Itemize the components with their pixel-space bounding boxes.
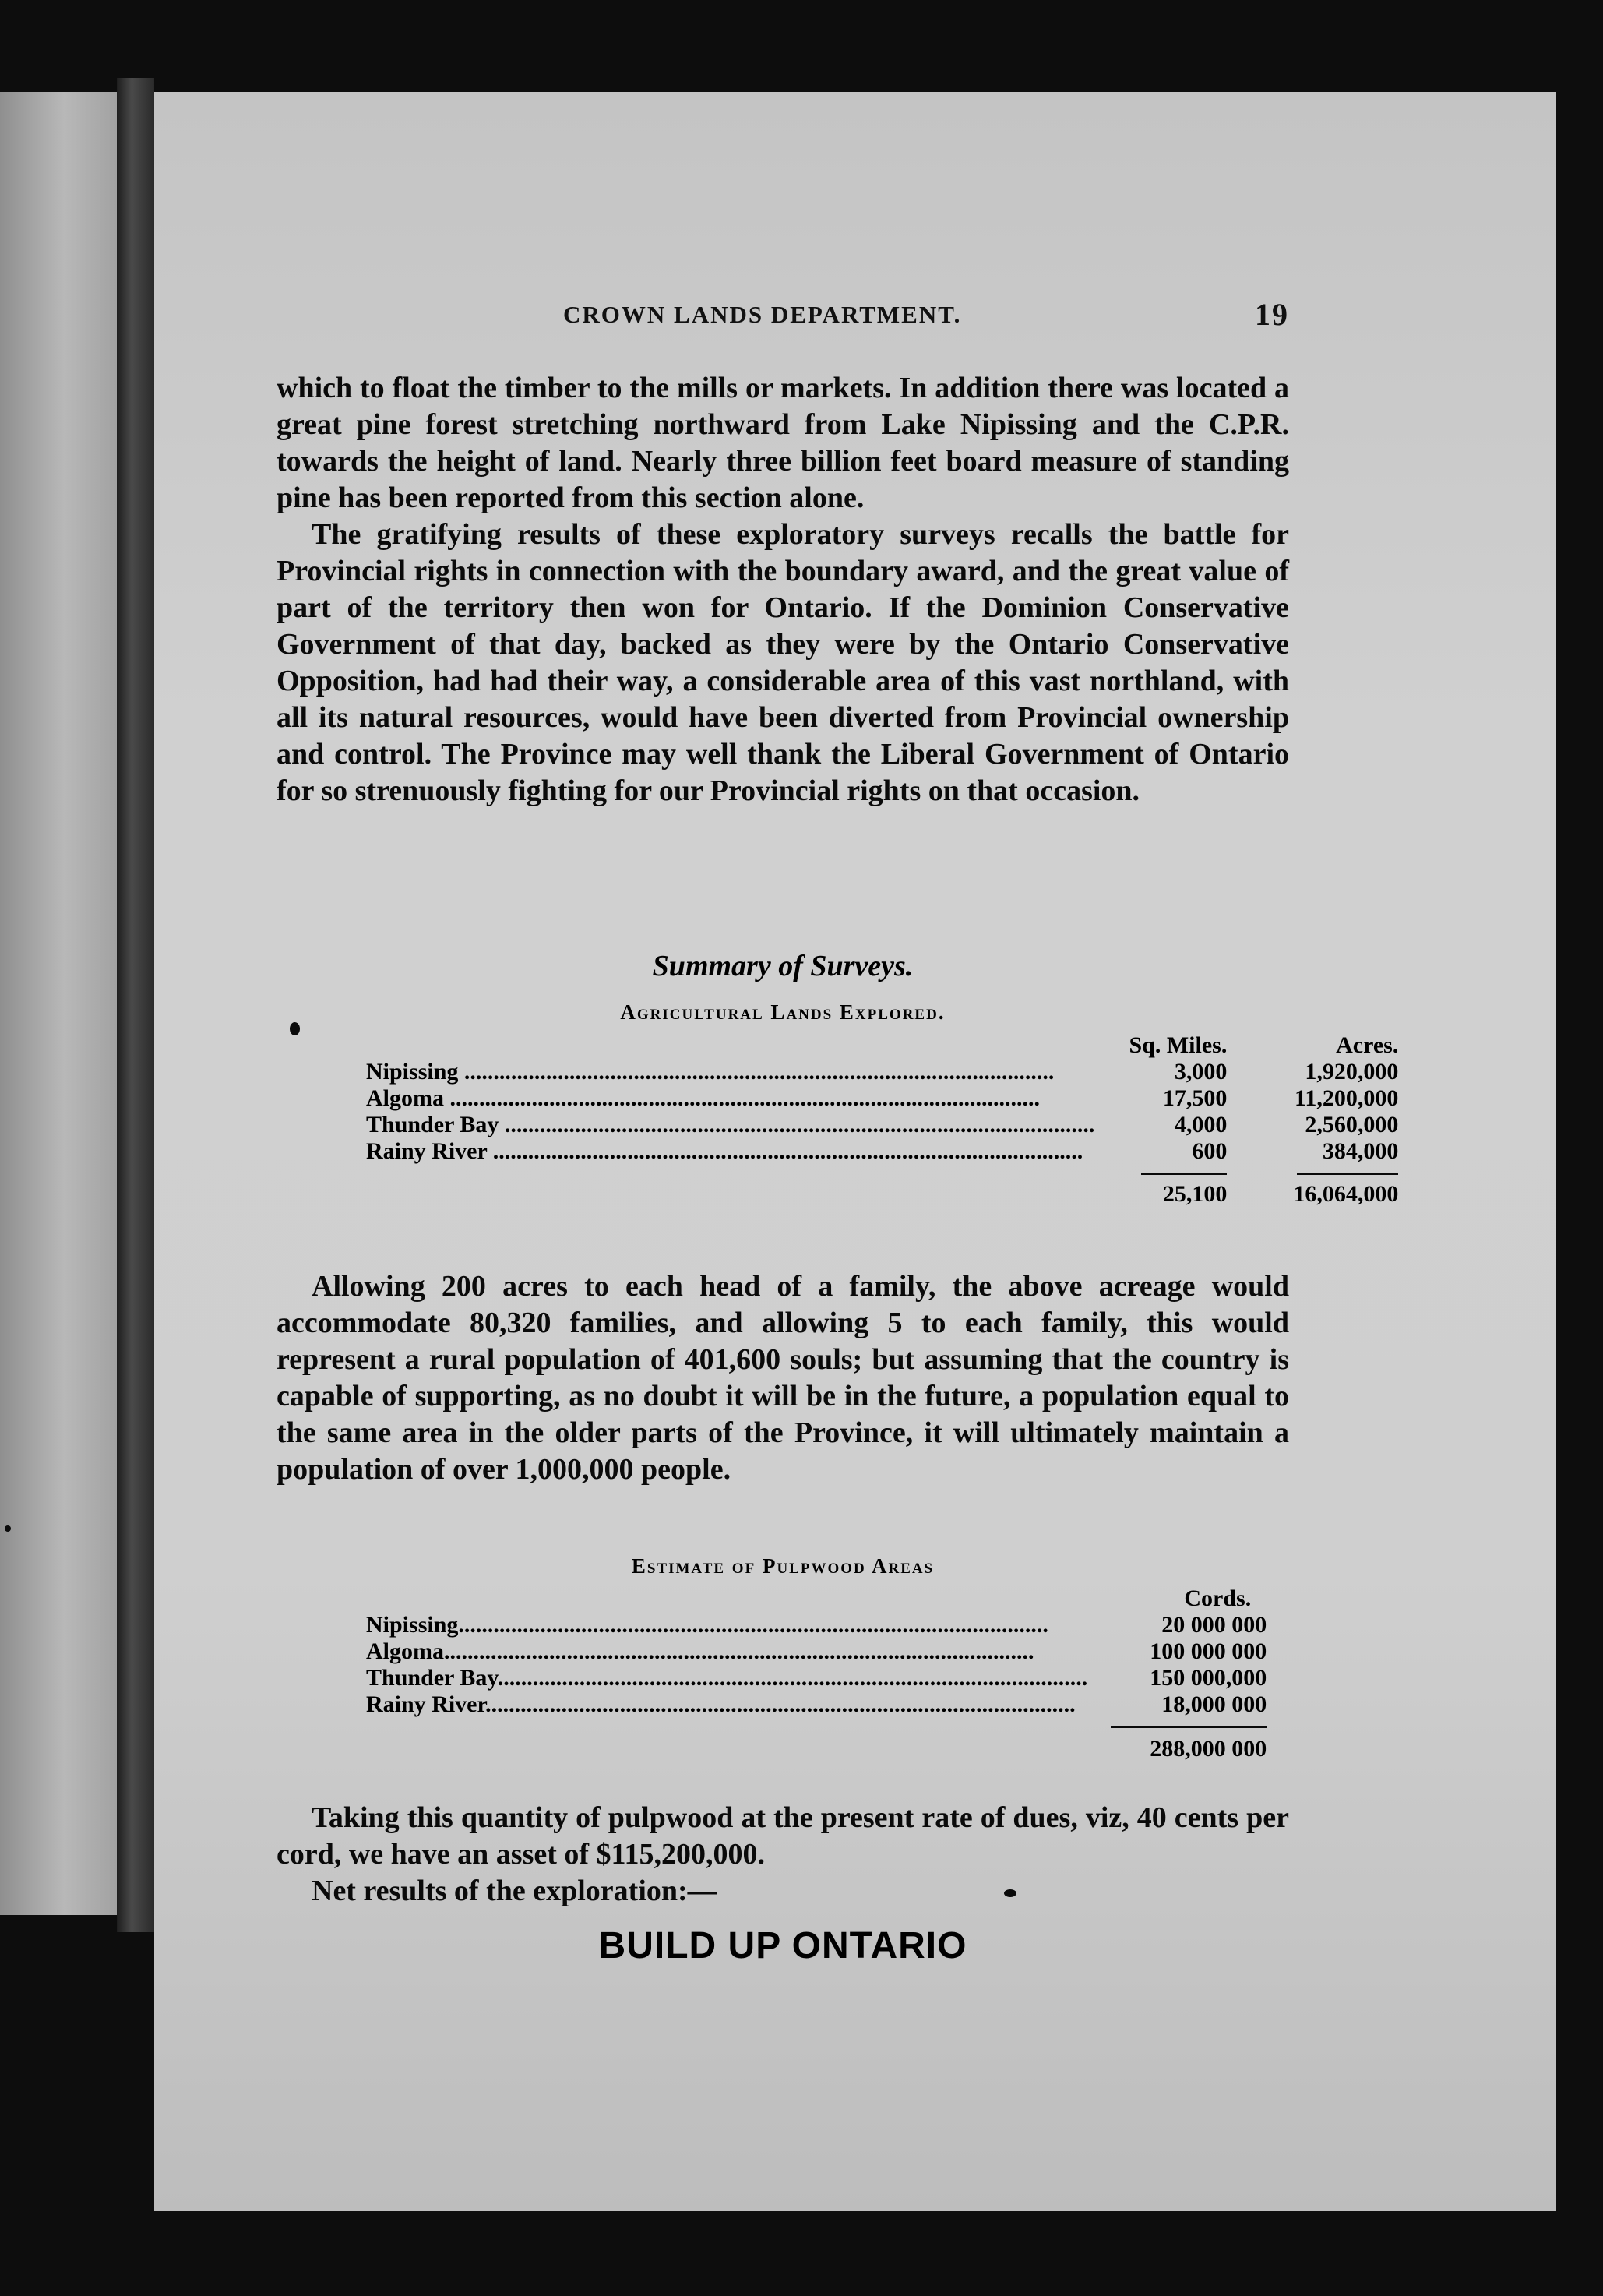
row-acres: 1,920,000 — [1305, 1059, 1399, 1085]
table-rule-row — [366, 1165, 1398, 1175]
row-sq-miles: 3,000 — [1174, 1059, 1228, 1085]
table-row — [366, 1691, 1267, 1718]
ink-mark — [5, 1525, 11, 1532]
page-number: 19 — [1255, 297, 1289, 332]
table-header-row — [366, 1585, 1267, 1612]
body-text-bottom — [277, 1800, 1289, 1910]
row-acres: 384,000 — [1322, 1138, 1399, 1164]
summary-heading: Summary of Surveys. — [652, 950, 914, 982]
pulpwood-table — [366, 1585, 1267, 1762]
running-header — [277, 297, 1289, 340]
total-sq-miles: 25,100 — [1162, 1181, 1228, 1207]
body-text-top — [277, 370, 1289, 809]
total-acres: 16,064,000 — [1293, 1181, 1399, 1207]
row-sq-miles: 600 — [1192, 1138, 1228, 1164]
row-label: Rainy River..................................................................................................... — [366, 1691, 1076, 1717]
agricultural-lands-table — [366, 1032, 1398, 1208]
row-label: Nipissing ..................................................................................................... — [366, 1059, 1055, 1085]
table-row — [366, 1112, 1398, 1138]
paragraph-allowing: Allowing 200 acres to each head of a family, the above acreage would accommodate 80,320 families, and allowing 5 to each family, this would represent a rural population of 401,600 souls; but assuming that the country is capable of supporting, as no doubt it will be in the future, a population equal to the same area in the older parts of the Province, it will ultimately maintain a population of over 1,000,000 people. — [277, 1270, 1289, 1486]
col-header-sq-miles: Sq. Miles. — [1129, 1032, 1228, 1058]
row-label: Rainy River ..................................................................................................... — [366, 1138, 1083, 1164]
row-cords: 100 000 000 — [1150, 1638, 1267, 1664]
paragraph-provincial-rights: The gratifying results of these exploratory surveys recalls the battle for Provincial rights in connection with the boundary award, and the great value of part of the territory then won for Ontario. If the Dominion Conservative Government of that day, backed as they were by the Ontario Conservative Opposition, had had their way, a considerable area of this vast northland, with all its natural resources, would have been diverted from Provincial ownership and control. The Province may well thank the Liberal Government of Ontario for so strenuously fighting for our Provincial rights on that occasion. — [277, 518, 1289, 807]
row-sq-miles: 17,500 — [1162, 1085, 1228, 1111]
table-row — [366, 1612, 1267, 1638]
row-cords: 18,000 000 — [1161, 1691, 1267, 1717]
table-row — [366, 1138, 1398, 1165]
col-header-cords: Cords. — [1184, 1585, 1252, 1611]
build-up-ontario-slogan: BUILD UP ONTARIO — [598, 1925, 967, 1966]
row-acres: 11,200,000 — [1295, 1085, 1399, 1111]
paragraph-taking: Taking this quantity of pulpwood at the present rate of dues, viz, 40 cents per cord, we have an asset of $115,200,000. — [277, 1801, 1289, 1871]
row-sq-miles: 4,000 — [1174, 1112, 1228, 1137]
row-label: Thunder Bay..................................................................................................... — [366, 1665, 1088, 1691]
table-total-row — [366, 1728, 1267, 1762]
total-cords: 288,000 000 — [1150, 1736, 1267, 1762]
agricultural-table-heading: Agricultural Lands Explored. — [620, 1000, 946, 1024]
row-cords: 150 000,000 — [1150, 1665, 1267, 1691]
pulpwood-table-heading: Estimate of Pulpwood Areas — [631, 1554, 935, 1578]
facing-page-edge — [0, 92, 117, 1915]
table-header-row — [366, 1032, 1398, 1059]
row-acres: 2,560,000 — [1305, 1112, 1399, 1137]
row-label: Thunder Bay ..................................................................................................... — [366, 1112, 1095, 1137]
table-row — [366, 1665, 1267, 1691]
table-row — [366, 1085, 1398, 1112]
col-header-acres: Acres. — [1336, 1032, 1399, 1058]
row-cords: 20 000 000 — [1161, 1612, 1267, 1638]
row-label: Nipissing..................................................................................................... — [366, 1612, 1048, 1638]
paragraph-net-results: Net results of the exploration:— — [312, 1875, 717, 1907]
row-label: Algoma ..................................................................................................... — [366, 1085, 1040, 1111]
paragraph-pine-forest: which to float the timber to the mills or markets. In addition there was located a great pine forest stretching northward from Lake Nipissing and the C.P.R. towards the height of land. Nearly three billion feet board measure of standing pine has been reported from this section alone. — [277, 372, 1289, 514]
book-spine — [117, 78, 154, 1932]
header-title: CROWN LANDS DEPARTMENT. — [563, 301, 962, 328]
table-row — [366, 1059, 1398, 1085]
row-label: Algoma..................................................................................................... — [366, 1638, 1034, 1664]
table-total-row — [366, 1175, 1398, 1208]
table-row — [366, 1638, 1267, 1665]
table-rule-row — [366, 1718, 1267, 1728]
body-text-middle — [277, 1268, 1289, 1488]
